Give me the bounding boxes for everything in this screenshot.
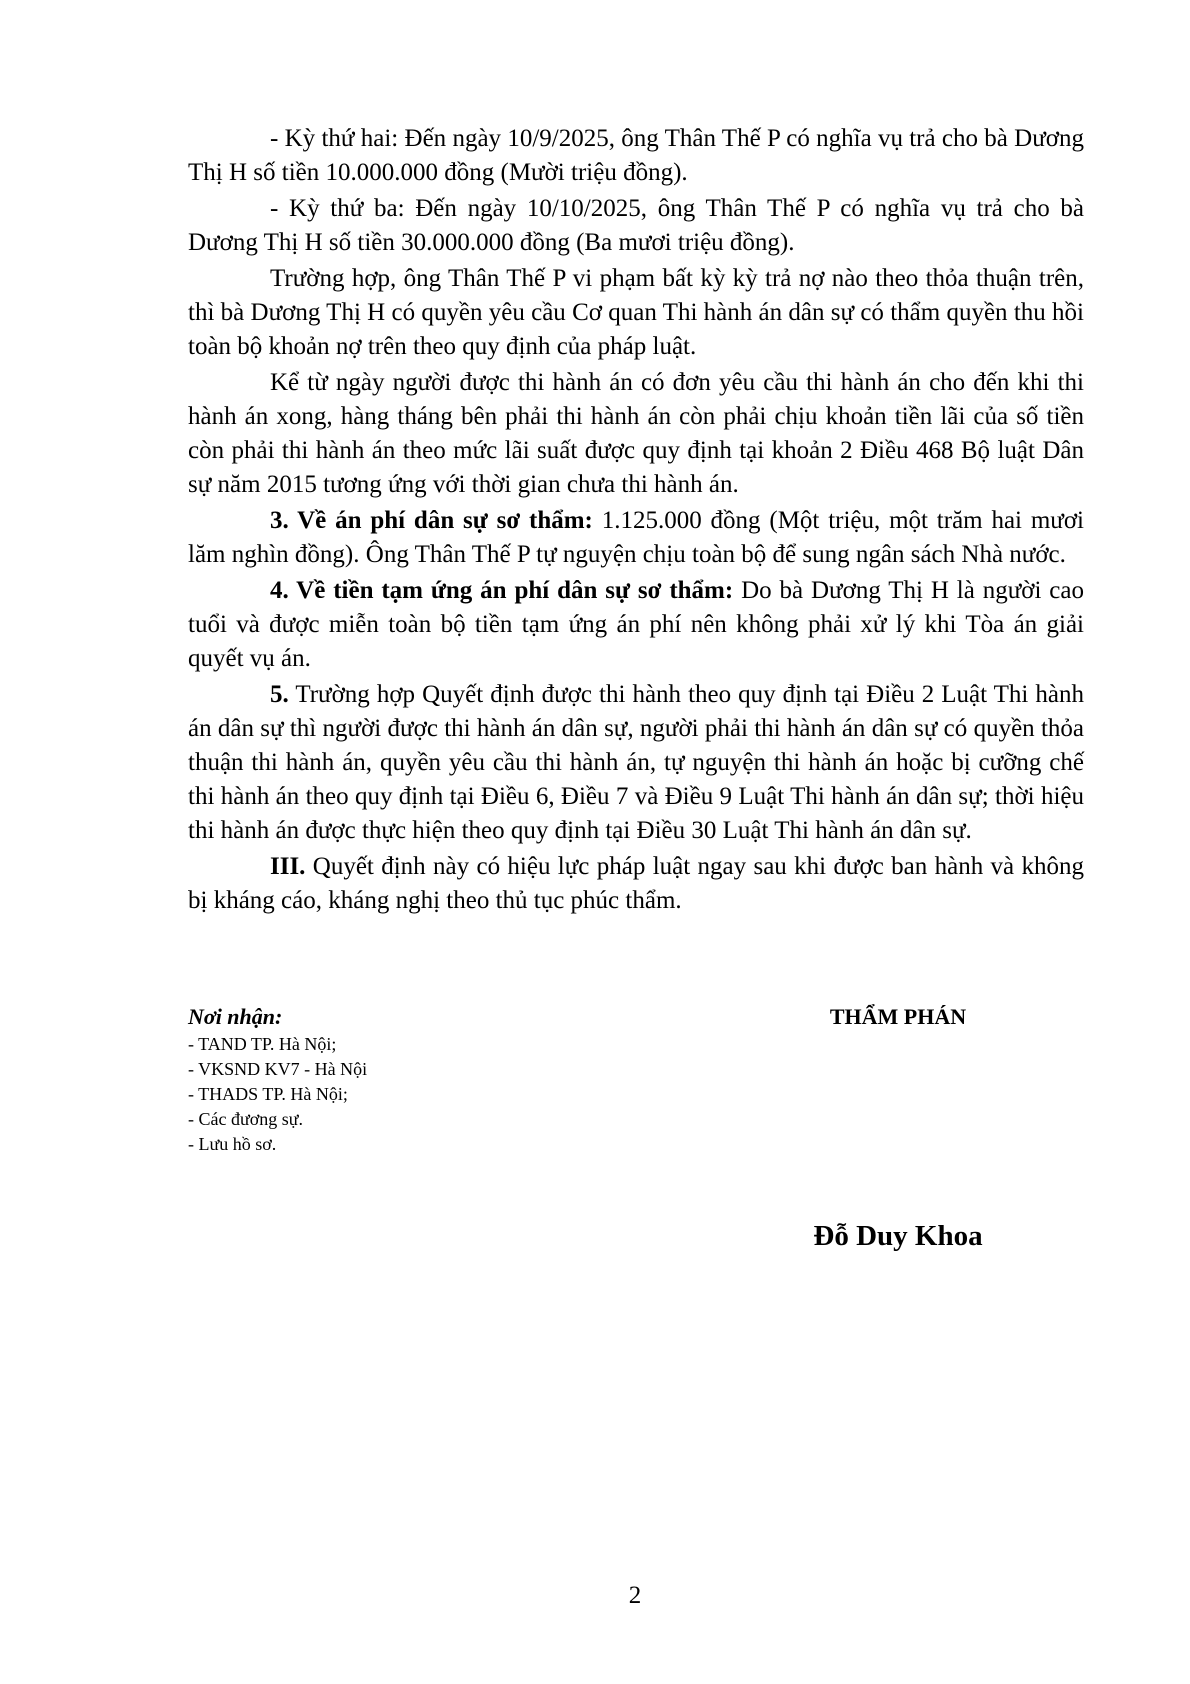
document-body bbox=[188, 122, 1084, 920]
paragraph-default-clause bbox=[188, 262, 1084, 364]
paragraph-text: Trường hợp, ông Thân Thế P vi phạm bất kỳ kỳ trả nợ nào theo thỏa thuận trên, thì bà Dương Thị H có quyền yêu cầu Cơ quan Thi hành án dân sự có thẩm quyền thu hồi toàn bộ khoản nợ trên theo quy định của pháp luật. bbox=[188, 265, 1084, 360]
paragraph-text: Kể từ ngày người được thi hành án có đơn yêu cầu thi hành án cho đến khi thi hành án xong, hàng tháng bên phải thi hành án còn phải chịu khoản tiền lãi của số tiền còn phải thi hành án theo mức lãi suất được quy định tại khoản 2 Điều 468 Bộ luật Dân sự năm 2015 tương ứng với thời gian chưa thi hành án. bbox=[188, 369, 1084, 498]
paragraph-enforcement bbox=[188, 678, 1084, 848]
paragraph-text: Do bà Dương Thị H là người cao tuổi và được miễn toàn bộ tiền tạm ứng án phí nên không phải xử lý khi Tòa án giải quyết vụ án. bbox=[188, 577, 1084, 672]
paragraph-heading: III. bbox=[270, 853, 306, 880]
document-footer bbox=[188, 1004, 1084, 1264]
paragraph-installment-3 bbox=[188, 192, 1084, 260]
paragraph-interest-clause bbox=[188, 366, 1084, 502]
paragraph-text: Quyết định này có hiệu lực pháp luật ngay sau khi được ban hành và không bị kháng cáo, kháng nghị theo thủ tục phúc thẩm. bbox=[188, 853, 1084, 914]
signer-title: THẨM PHÁN bbox=[829, 1004, 967, 1029]
signer-name: Đỗ Duy Khoa bbox=[813, 1220, 983, 1252]
paragraph-text: - Kỳ thứ ba: Đến ngày 10/10/2025, ông Thân Thế P có nghĩa vụ trả cho bà Dương Thị H số tiền 30.000.000 đồng (Ba mươi triệu đồng). bbox=[188, 195, 1084, 256]
paragraph-heading: 4. Về tiền tạm ứng án phí dân sự sơ thẩm: bbox=[270, 577, 734, 604]
paragraph-heading: 3. Về án phí dân sự sơ thẩm: bbox=[270, 507, 593, 534]
paragraph-court-fee bbox=[188, 504, 1084, 572]
recipients-block bbox=[188, 1004, 648, 1157]
recipient-item: - Lưu hồ sơ. bbox=[188, 1134, 277, 1154]
page-number: 2 bbox=[628, 1582, 642, 1609]
paragraph-advance-fee bbox=[188, 574, 1084, 676]
recipient-item: - THADS TP. Hà Nội; bbox=[188, 1084, 348, 1104]
paragraph-installment-2 bbox=[188, 122, 1084, 190]
paragraph-effectiveness bbox=[188, 850, 1084, 918]
paragraph-text: Trường hợp Quyết định được thi hành theo quy định tại Điều 2 Luật Thi hành án dân sự thì người được thi hành án dân sự, người phải thi hành án dân sự có quyền thỏa thuận thi hành án, quyền yêu cầu thi hành án, tự nguyện thi hành án hoặc bị cưỡng chế thi hành án theo quy định tại Điều 6, Điều 7 và Điều 9 Luật Thi hành án dân sự; thời hiệu thi hành án được thực hiện theo quy định tại Điều 30 Luật Thi hành án dân sự. bbox=[188, 681, 1084, 844]
paragraph-text: - Kỳ thứ hai: Đến ngày 10/9/2025, ông Thân Thế P có nghĩa vụ trả cho bà Dương Thị H số tiền 10.000.000 đồng (Mười triệu đồng). bbox=[188, 125, 1084, 186]
signature-block bbox=[748, 1004, 1048, 1252]
recipient-item: - VKSND KV7 - Hà Nội bbox=[188, 1059, 368, 1079]
recipient-item: - TAND TP. Hà Nội; bbox=[188, 1034, 337, 1054]
paragraph-heading: 5. bbox=[270, 681, 289, 708]
paragraph-text: 1.125.000 đồng (Một triệu, một trăm hai mươi lăm nghìn đồng). Ông Thân Thế P tự nguyện chịu toàn bộ để sung ngân sách Nhà nước. bbox=[188, 507, 1084, 568]
recipient-item: - Các đương sự. bbox=[188, 1109, 304, 1129]
recipients-title: Nơi nhận: bbox=[188, 1004, 283, 1029]
